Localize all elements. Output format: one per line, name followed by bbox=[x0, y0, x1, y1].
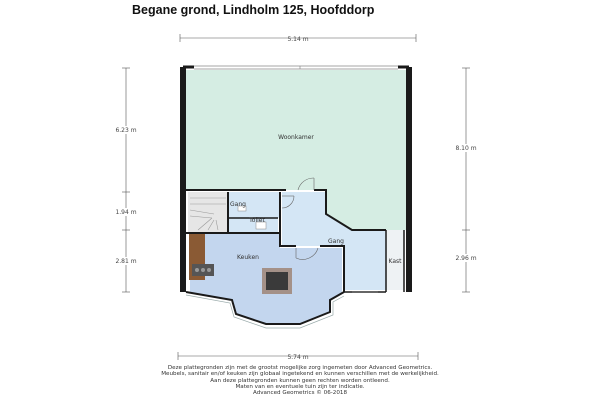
disclaimer-line: Meubels, sanitair en/of keuken zijn globaal ingetekend en kunnen verschillen met de werkelijkheid. bbox=[161, 371, 439, 378]
dimension-bottom-label: 5.74 m bbox=[287, 354, 309, 361]
gang-lower-label: Gang bbox=[328, 238, 344, 245]
gang-upper-label: Gang bbox=[230, 201, 246, 208]
kast-label: Kast bbox=[388, 258, 402, 265]
woonkamer-label: Woonkamer bbox=[278, 134, 314, 141]
disclaimer-line: Deze plattegronden zijn met de grootst mogelijke zorg ingemeten door Advanced Geometrics. bbox=[167, 365, 433, 371]
toilet-label: Toilet bbox=[249, 217, 265, 224]
page-title: Begane grond, Lindholm 125, Hoofddorp bbox=[132, 3, 375, 17]
dimension-right-upper-label: 8.10 m bbox=[455, 145, 477, 152]
dimension-right-lower-label: 2.96 m bbox=[455, 255, 477, 262]
disclaimer bbox=[0, 365, 600, 396]
disclaimer-line: Aan deze plattegronden kunnen geen rechten worden ontleend. bbox=[210, 377, 390, 384]
keuken-label: Keuken bbox=[237, 254, 259, 261]
dimension-left-lower-label: 2.81 m bbox=[115, 258, 137, 265]
disclaimer-line: Advanced Geometrics © 06-2018 bbox=[252, 390, 348, 397]
disclaimer-line: Maten van en eventuele tuin zijn ter indicatie. bbox=[235, 383, 365, 390]
dimension-top-label: 5.14 m bbox=[287, 36, 309, 43]
dining-table bbox=[262, 268, 292, 294]
dimension-left-middle-label: 1.94 m bbox=[115, 209, 137, 216]
dimension-left-upper-label: 6.23 m bbox=[115, 127, 137, 134]
window-top bbox=[194, 66, 398, 69]
